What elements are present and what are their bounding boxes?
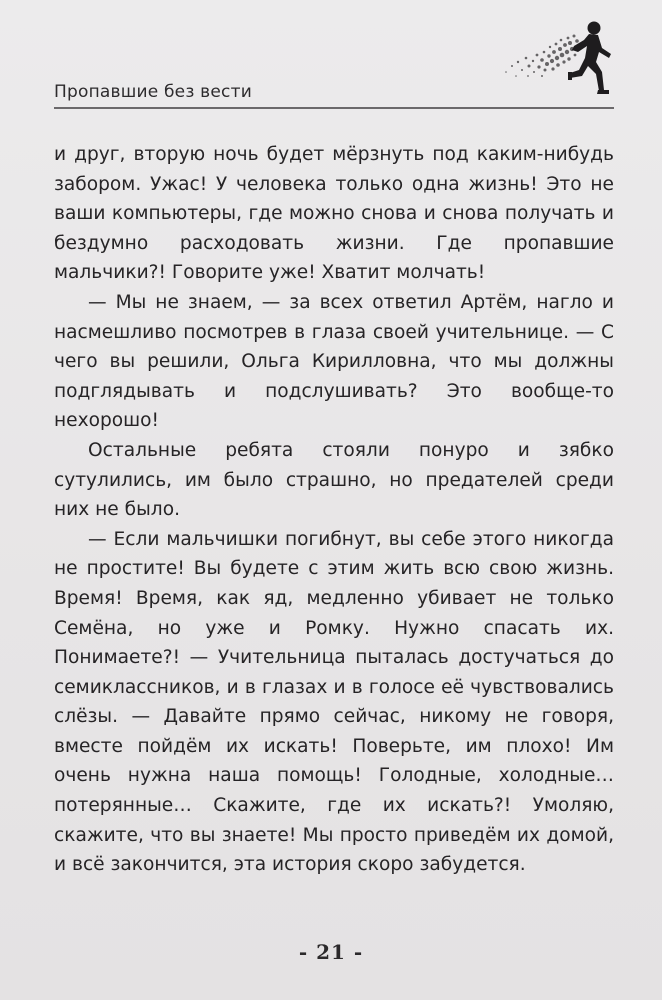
paragraph: — Если мальчишки погибнут, вы себе этого никогда не простите! Вы будете с этим жить всю свою жизнь. Время! Время, как яд, медленно убивает не только Семёна, но уже и Ромку. Нужно спасать их. Понимаете?! — Учительница пыталась достучаться до семиклассников, и в глазах и в голосе её чувствовались слёзы. — Давайте прямо сейчас, никому не говоря, вместе пойдём их искать! Поверьте, им плохо! Им очень нужна наша помощь! Голодные, холодные… потерянные… Скажите, где их искать?! Умоляю, скажите, что вы знаете! Мы просто приведём их домой, и всё закончится, эта история скоро забудется. [54,528,614,876]
body-text [54,140,614,880]
header-rule [54,107,614,109]
running-boy-silhouette-icon [498,14,618,104]
page-number: - 21 - [298,940,364,964]
paragraph: — Мы не знаем, — за всех ответил Артём, нагло и насмешливо посмотрев в глаза своей учительнице. — С чего вы решили, Ольга Кирилловна, что мы должны подглядывать и подслушивать? Это вообще-то нехорошо! [54,291,614,432]
paragraph: Остальные ребята стояли понуро и зябко сутулились, им было страшно, но предателей среди них не было. [54,439,614,521]
paragraph: и друг, вторую ночь будет мёрзнуть под каким-нибудь забором. Ужас! У человека только одна жизнь! Это не ваши компьютеры, где можно снова и снова получать и бездумно расходовать жизни. Где пропавшие мальчики?! Говорите уже! Хватит молчать! [54,144,614,284]
header-title: Пропавшие без вести [54,82,252,102]
